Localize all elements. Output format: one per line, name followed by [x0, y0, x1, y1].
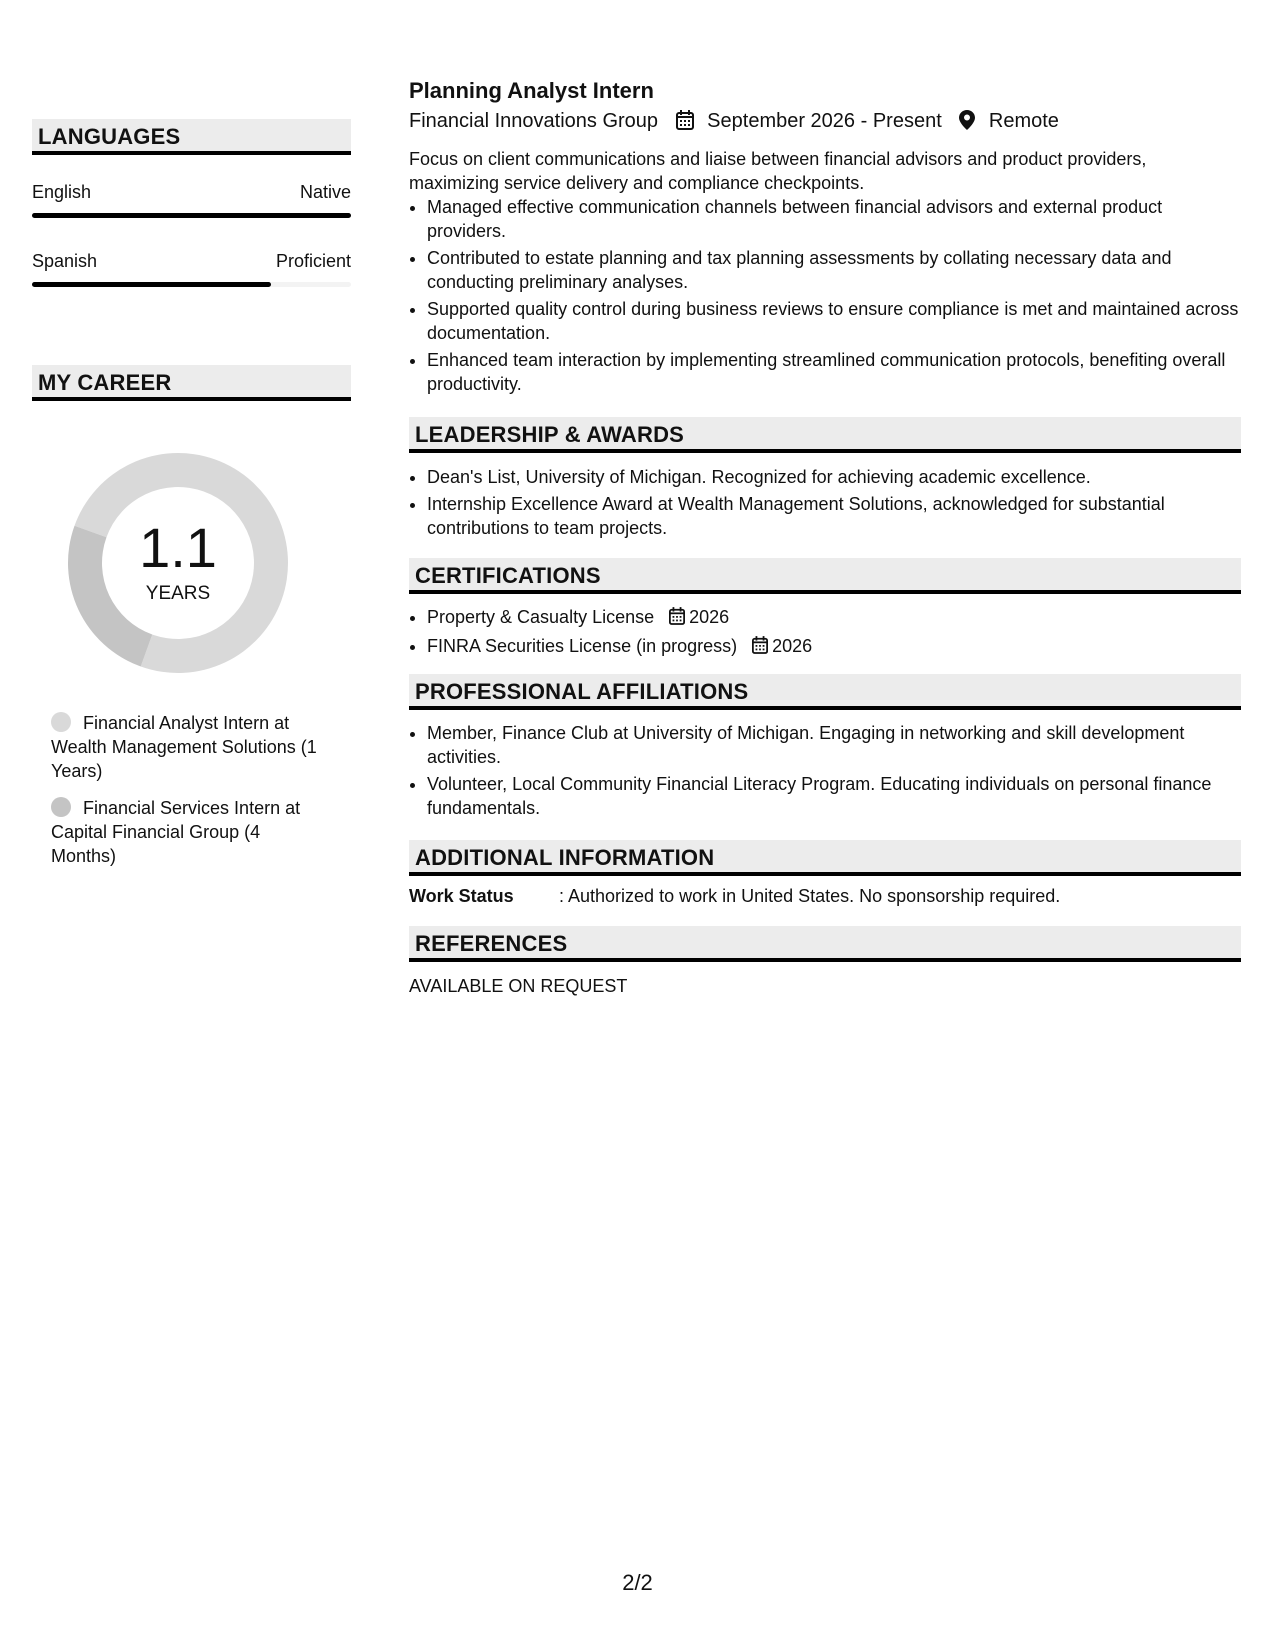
language-name: Spanish: [32, 251, 98, 271]
certifications-heading: CERTIFICATIONS: [409, 558, 1241, 594]
language-bar-fill: [32, 213, 351, 218]
calendar-icon: [676, 110, 694, 136]
affiliations-heading: PROFESSIONAL AFFILIATIONS: [409, 674, 1241, 710]
career-total: 1.1: [139, 516, 217, 579]
job-description: [409, 147, 1241, 399]
awards-heading: LEADERSHIP & AWARDS: [409, 417, 1241, 453]
career-legend-text: Financial Services Intern at Capital Financial Group (4 Months): [51, 798, 301, 866]
list-item: • Volunteer, Local Community Financial Literacy Program. Educating individuals on personal finance fundamentals.: [427, 772, 1241, 820]
certification-name: Property & Casualty License: [427, 607, 655, 627]
job-bullets: [409, 195, 1241, 396]
references-text: AVAILABLE ON REQUEST: [409, 976, 628, 996]
work-status-row: [409, 886, 1060, 907]
list-item: [427, 634, 1241, 660]
work-status-label: Work Status: [409, 886, 514, 906]
list-item: • Supported quality control during business reviews to ensure compliance is met and maintained across documentation.: [427, 297, 1241, 345]
language-bar-english: [32, 213, 351, 218]
list-item: [427, 605, 1241, 631]
language-bar-spanish: [32, 282, 351, 287]
map-pin-icon: [959, 110, 975, 136]
awards-list: [409, 465, 1241, 543]
job-dates: September 2026 - Present: [707, 110, 942, 132]
list-item: • Internship Excellence Award at Wealth Management Solutions, acknowledged for substantial contributions to team projects.: [427, 492, 1241, 540]
language-level: Native: [299, 182, 351, 202]
certification-name: FINRA Securities License (in progress): [427, 636, 738, 656]
language-bar-fill: [32, 282, 271, 287]
list-item: • Dean's List, University of Michigan. Recognized for achieving academic excellence.: [427, 465, 1241, 489]
legend-dot-icon: [51, 712, 71, 732]
languages-heading: LANGUAGES: [32, 119, 351, 155]
language-english: [32, 182, 351, 206]
career-legend-item: [51, 711, 321, 783]
career-unit: YEARS: [145, 583, 211, 604]
list-item: • Contributed to estate planning and tax planning assessments by collating necessary data and conducting preliminary analyses.: [427, 246, 1241, 294]
language-spanish: [32, 251, 351, 275]
job-company: Financial Innovations Group: [409, 110, 659, 132]
job-title: Planning Analyst Intern: [409, 78, 654, 103]
work-status-value: : Authorized to work in United States. No sponsorship required.: [559, 886, 1061, 906]
career-heading: MY CAREER: [32, 365, 351, 401]
certification-year: 2026: [772, 636, 813, 656]
additional-heading: ADDITIONAL INFORMATION: [409, 840, 1241, 876]
job-summary: Focus on client communications and liaise between financial advisors and product providers, maximizing service delivery and compliance checkpoints.: [409, 149, 1147, 193]
job-meta: [409, 110, 1059, 136]
calendar-icon: [752, 636, 768, 660]
list-item: • Member, Finance Club at University of Michigan. Engaging in networking and skill development activities.: [427, 721, 1241, 769]
legend-dot-icon: [51, 797, 71, 817]
language-level: Proficient: [275, 251, 351, 271]
calendar-icon: [669, 607, 685, 631]
references-heading: REFERENCES: [409, 926, 1241, 962]
affiliations-list: [409, 721, 1241, 823]
certifications-list: [409, 605, 1241, 663]
career-legend-item: [51, 796, 321, 868]
language-name: English: [32, 182, 92, 202]
career-legend-text: Financial Analyst Intern at Wealth Management Solutions (1 Years): [51, 713, 317, 781]
list-item: • Managed effective communication channels between financial advisors and external product providers.: [427, 195, 1241, 243]
certification-year: 2026: [689, 607, 730, 627]
page-number: 2/2: [622, 1570, 653, 1595]
list-item: • Enhanced team interaction by implementing streamlined communication protocols, benefiting overall productivity.: [427, 348, 1241, 396]
job-location: Remote: [988, 110, 1059, 132]
